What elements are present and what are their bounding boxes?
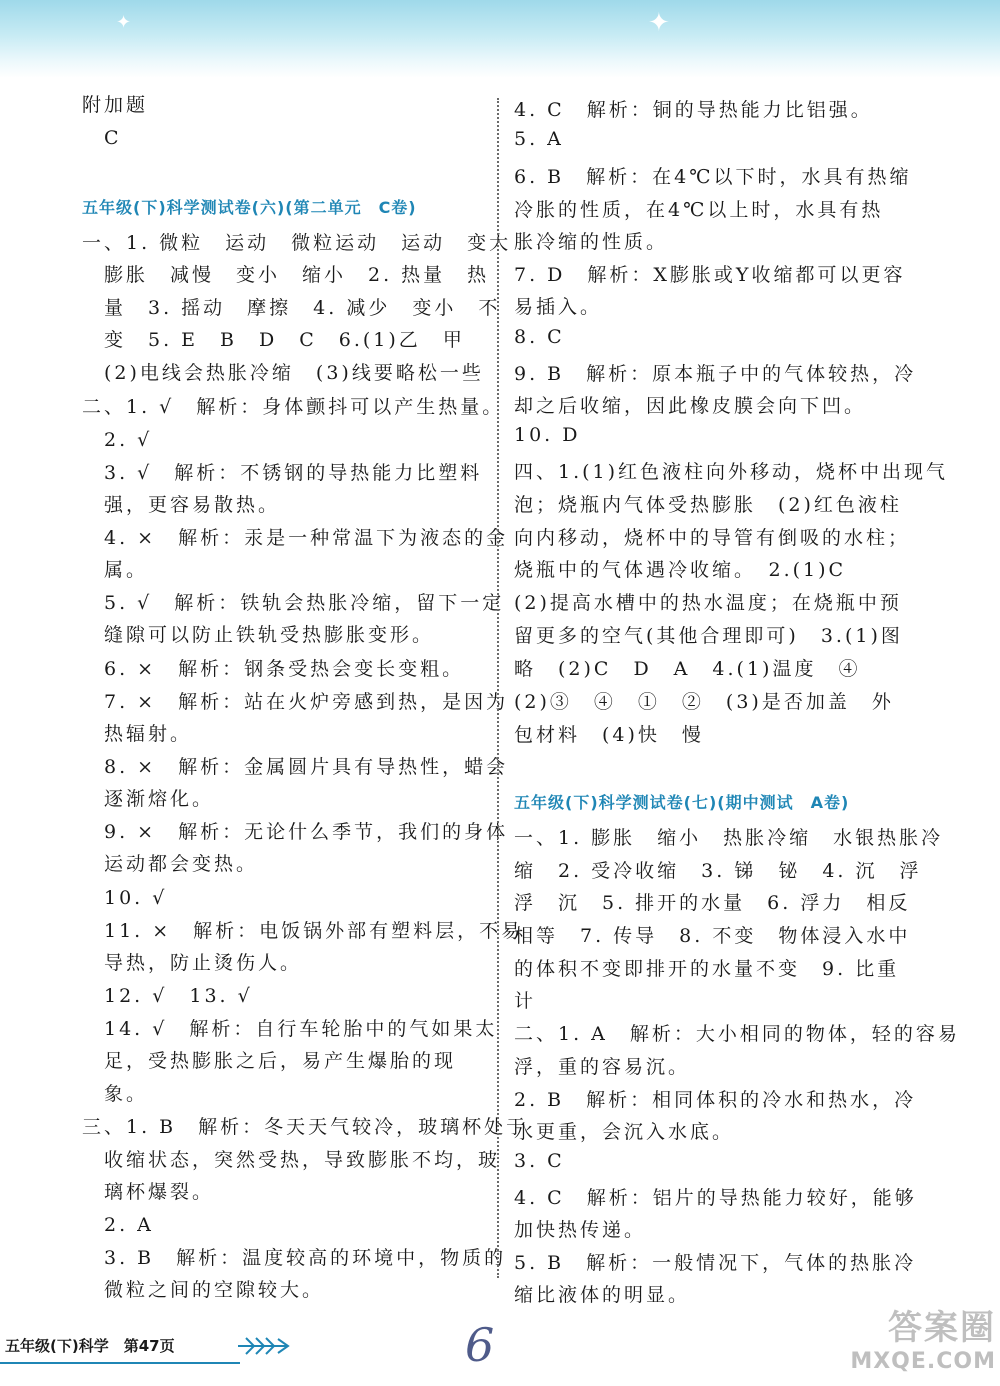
text-line: C xyxy=(82,127,122,149)
sparkle-icon: ✦ xyxy=(648,8,670,38)
footer-page-label: 五年级(下)科学 第47页 xyxy=(5,1337,175,1355)
text-line: 计 xyxy=(514,990,537,1012)
text-line: 一、1. 膨胀 缩小 热胀冷缩 水银热胀冷 xyxy=(514,827,944,849)
text-line: 4. C 解析：铝片的导热能力较好，能够 xyxy=(514,1187,917,1209)
section-heading-test-6: 五年级(下)科学测试卷(六)(第二单元 C卷) xyxy=(82,198,417,217)
watermark-logo xyxy=(848,1300,996,1384)
text-line: 3. √ 解析：不锈钢的导热能力比塑料 xyxy=(82,462,483,484)
text-line: 浮，重的容易沉。 xyxy=(514,1056,691,1078)
text-line: 略 (2)C D A 4.(1)温度 ④ xyxy=(514,658,861,680)
top-decorative-band xyxy=(0,0,1000,78)
footer-rule xyxy=(0,1362,240,1364)
text-line: 璃杯爆裂。 xyxy=(82,1181,215,1203)
text-line: 相等 7. 传导 8. 不变 物体浸入水中 xyxy=(514,925,911,947)
text-line: 胀冷缩的性质。 xyxy=(514,231,669,253)
text-line: (2)③ ④ ① ② (3)是否加盖 外 xyxy=(514,691,894,713)
watermark-url: MXQE.COM xyxy=(850,1349,996,1374)
text-line: 收缩状态，突然受热，导致膨胀不均，玻 xyxy=(82,1149,501,1171)
text-line: 一、1. 微粒 运动 微粒运动 运动 变大 xyxy=(82,232,512,254)
text-line: 向内移动，烧杯中的导管有倒吸的水柱； xyxy=(514,527,911,549)
text-line: 易插入。 xyxy=(514,296,603,318)
text-line: 10. √ xyxy=(82,887,168,909)
text-line: 泡；烧瓶内气体受热膨胀 (2)红色液柱 xyxy=(514,494,902,516)
text-line: 2. √ xyxy=(82,429,153,451)
arrow-decoration-icon xyxy=(236,1334,292,1358)
text-line: 加快热传递。 xyxy=(514,1219,647,1241)
text-line: 8. C xyxy=(514,326,565,348)
text-line: 2. A xyxy=(82,1214,154,1236)
text-line: 膨胀 减慢 变小 缩小 2. 热量 热 xyxy=(82,264,490,286)
text-line: 8. × 解析：金属圆片具有导热性，蜡会 xyxy=(82,756,509,778)
text-line: 缩 2. 受冷收缩 3. 锑 铋 4. 沉 浮 xyxy=(514,860,922,882)
text-line: 5. B 解析：一般情况下，气体的热胀冷 xyxy=(514,1252,917,1274)
text-line: 9. B 解析：原本瓶子中的气体较热，冷 xyxy=(514,363,917,385)
text-line: 烧瓶中的气体遇冷收缩。 2.(1)C xyxy=(514,559,847,581)
text-line: 足，受热膨胀之后，易产生爆胎的现 xyxy=(82,1050,457,1072)
text-line: (2)提高水槽中的热水温度；在烧瓶中预 xyxy=(514,592,902,614)
text-line: 5. A xyxy=(514,128,564,150)
text-line: 4. C 解析：铜的导热能力比铝强。 xyxy=(514,99,873,121)
text-line: 4. × 解析：汞是一种常温下为液态的金 xyxy=(82,527,509,549)
text-line: 9. × 解析：无论什么季节，我们的身体 xyxy=(82,821,509,843)
text-line: 7. × 解析：站在火炉旁感到热，是因为 xyxy=(82,691,509,713)
text-line: 三、1. B 解析：冬天天气较冷，玻璃杯处于 xyxy=(82,1116,529,1138)
text-line: 象。 xyxy=(82,1083,149,1105)
text-line: 冷胀的性质，在4℃以上时，水具有热 xyxy=(514,199,884,221)
text-line: 热辐射。 xyxy=(82,723,193,745)
text-line: 包材料 (4)快 慢 xyxy=(514,724,704,746)
text-line: 运动都会变热。 xyxy=(82,853,259,875)
text-line: 量 3. 摇动 摩擦 4. 减少 变小 不 xyxy=(82,297,501,319)
text-line: 7. D 解析：X膨胀或Y收缩都可以更容 xyxy=(514,264,906,286)
text-line: 6. × 解析：钢条受热会变长变粗。 xyxy=(82,658,465,680)
text-line: 属。 xyxy=(82,559,149,581)
text-line: 的体积不变即排开的水量不变 9. 比重 xyxy=(514,958,900,980)
text-line: 却之后收缩，因此橡皮膜会向下凹。 xyxy=(514,395,867,417)
watermark-text: 答案圈 xyxy=(888,1308,996,1348)
text-line: 缩比液体的明显。 xyxy=(514,1284,691,1306)
text-line: 3. C xyxy=(514,1150,565,1172)
text-line: 10. D xyxy=(514,424,581,446)
text-line: 二、1. √ 解析：身体颤抖可以产生热量。 xyxy=(82,396,505,418)
text-line: 变 5. E B D C 6.(1)乙 甲 xyxy=(82,329,465,351)
text-line: 缝隙可以防止铁轨受热膨胀变形。 xyxy=(82,624,435,646)
text-line: 2. B 解析：相同体积的冷水和热水，冷 xyxy=(514,1089,917,1111)
sparkle-icon: ✦ xyxy=(116,12,132,33)
text-line: 导热，防止烫伤人。 xyxy=(82,952,303,974)
text-line: 强，更容易散热。 xyxy=(82,494,281,516)
text-line: 11. × 解析：电饭锅外部有塑料层，不易 xyxy=(82,920,524,942)
text-line: 逐渐熔化。 xyxy=(82,788,215,810)
handwritten-number: 6 xyxy=(465,1318,495,1372)
text-line: 14. √ 解析：自行车轮胎中的气如果太 xyxy=(82,1018,498,1040)
text-line: 浮 沉 5. 排开的水量 6. 浮力 相反 xyxy=(514,892,911,914)
text-line: 6. B 解析：在4℃以下时，水具有热缩 xyxy=(514,166,912,188)
text-line: (2)电线会热胀冷缩 (3)线要略松一些 xyxy=(82,362,484,384)
text-line: 12. √ 13. √ xyxy=(82,985,253,1007)
text-line: 3. B 解析：温度较高的环境中，物质的 xyxy=(82,1247,507,1269)
column-divider xyxy=(497,98,499,1278)
text-line: 二、1. A 解析：大小相同的物体，轻的容易 xyxy=(514,1023,960,1045)
text-line: 留更多的空气(其他合理即可) 3.(1)图 xyxy=(514,625,903,647)
text-line: 5. √ 解析：铁轨会热胀冷缩，留下一定 xyxy=(82,592,505,614)
section-heading-test-7: 五年级(下)科学测试卷(七)(期中测试 A卷) xyxy=(514,793,850,812)
section-title-bonus: 附加题 xyxy=(82,94,149,116)
text-line: 水更重，会沉入水底。 xyxy=(514,1121,735,1143)
text-line: 四、1.(1)红色液柱向外移动，烧杯中出现气 xyxy=(514,461,949,483)
text-line: 微粒之间的空隙较大。 xyxy=(82,1279,325,1301)
